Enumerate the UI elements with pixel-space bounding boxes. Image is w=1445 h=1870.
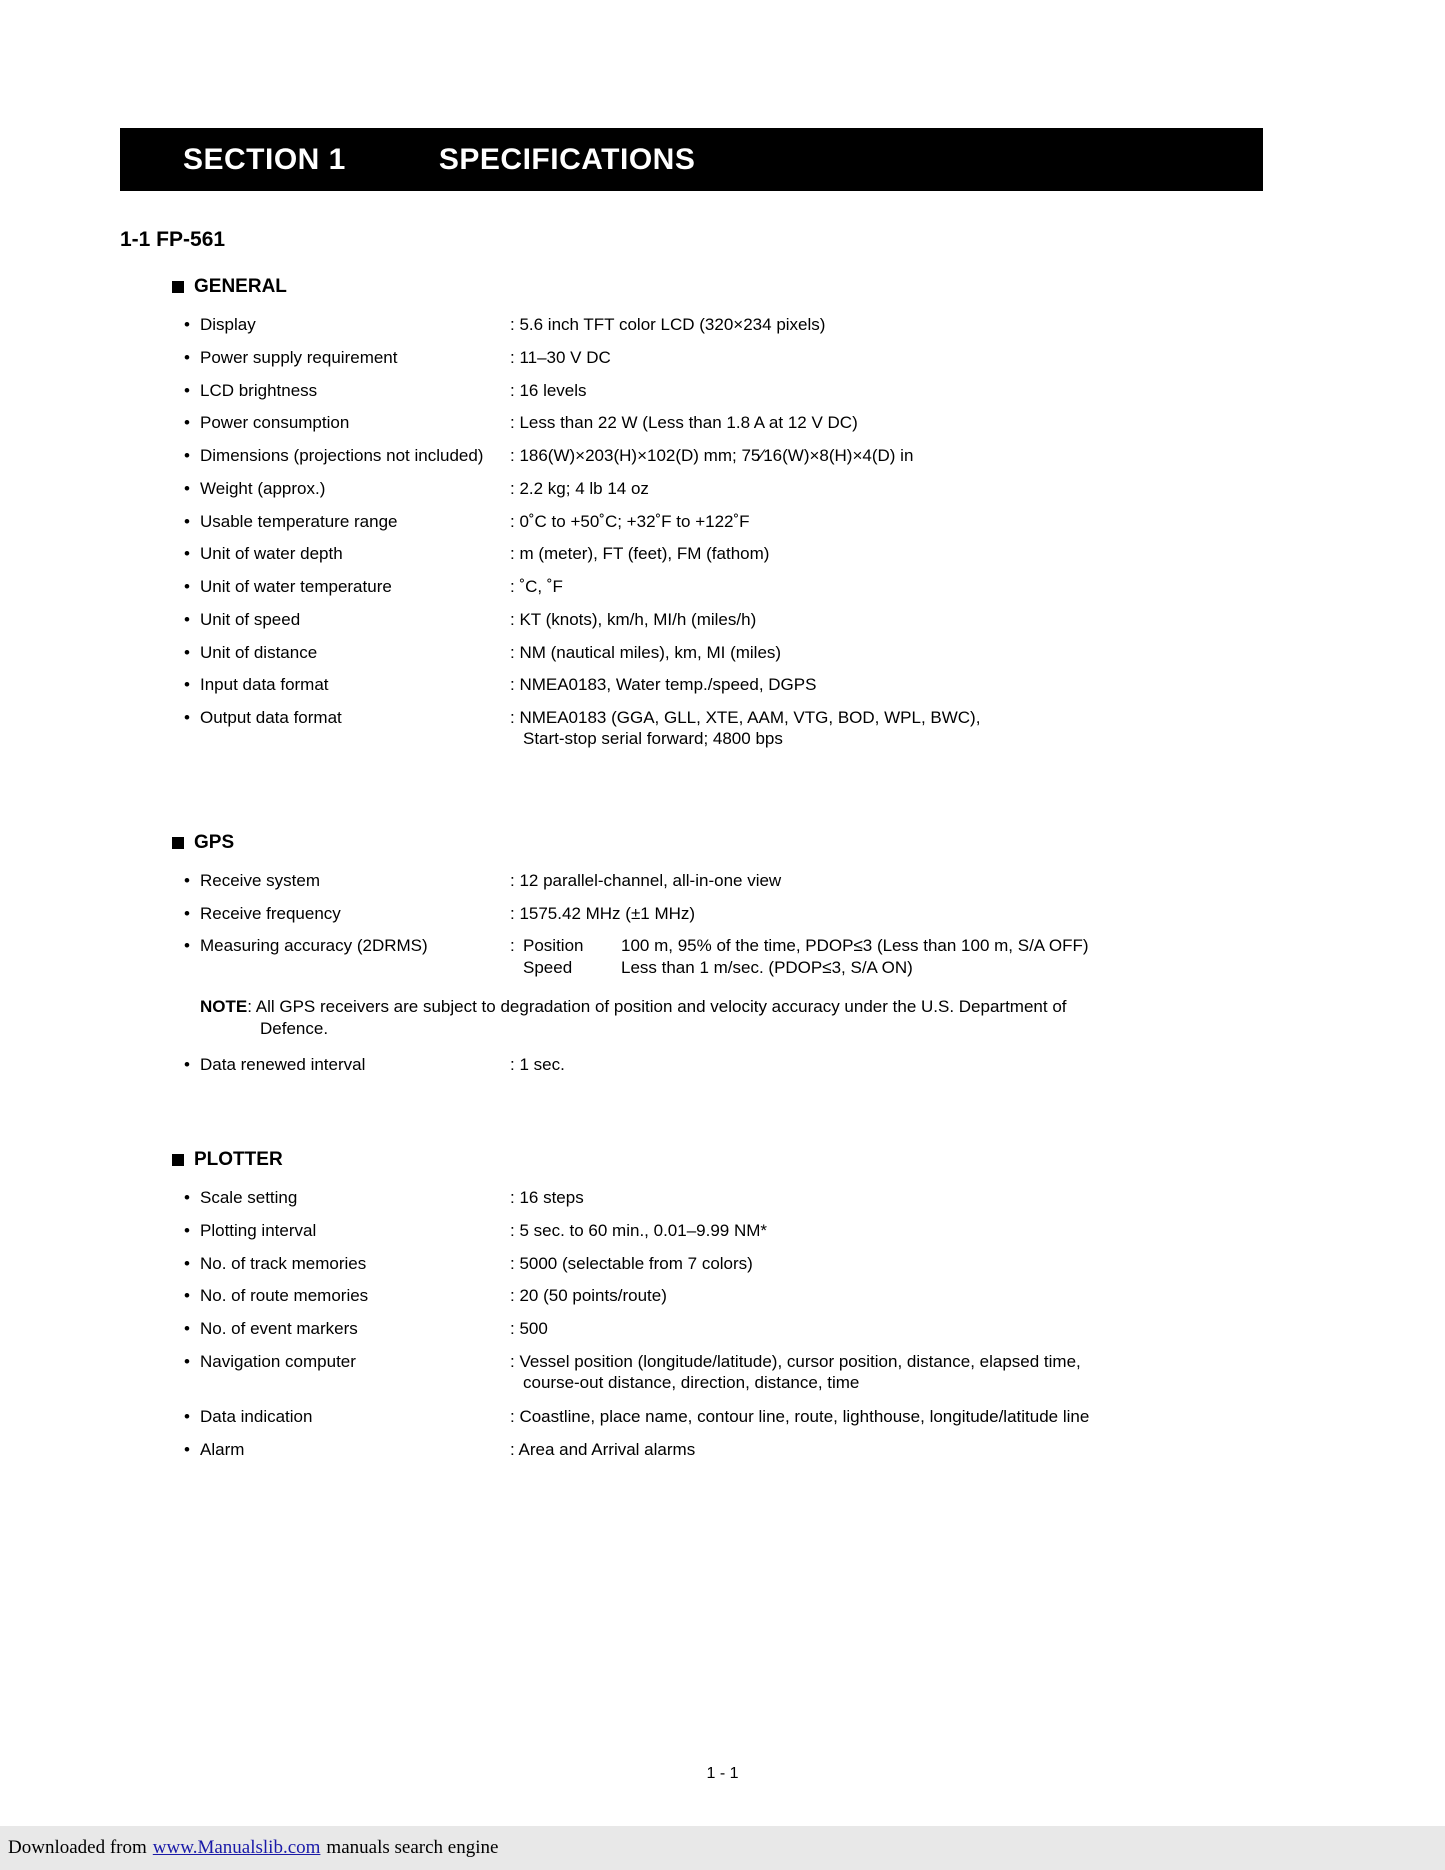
accuracy-key: Position: [523, 936, 584, 956]
spec-row: [172, 347, 1310, 368]
spec-group-gps: [172, 832, 1310, 1076]
spec-label: • Plotting interval: [172, 1220, 510, 1241]
spacer: [120, 1087, 1310, 1149]
spec-value: : 186(W)×203(H)×102(D) mm; 75⁄16(W)×8(H)×4(D) in: [510, 446, 914, 465]
spec-row: [172, 445, 1310, 466]
spec-label: • Receive system: [172, 870, 510, 891]
spec-label: • Receive frequency: [172, 903, 510, 924]
accuracy-key: Speed: [523, 958, 573, 978]
spec-value: : NM (nautical miles), km, MI (miles): [510, 642, 782, 662]
spec-value-block: [510, 1351, 1081, 1394]
spec-value: : Area and Arrival alarms: [510, 1439, 696, 1459]
spec-row-measuring-accuracy: [172, 935, 1310, 979]
spec-row: [172, 1220, 1310, 1241]
spec-row: [172, 1439, 1310, 1460]
spec-label: • Power consumption: [172, 412, 510, 433]
spec-label: • Output data format: [172, 707, 510, 728]
section-header-bar: [120, 128, 1263, 191]
spec-label: • Unit of speed: [172, 609, 510, 630]
spec-label: • Unit of water depth: [172, 543, 510, 564]
spec-group-plotter: [172, 1149, 1310, 1460]
spec-label: • Alarm: [172, 1439, 510, 1460]
colon: :: [510, 936, 515, 956]
spec-value: : m (meter), FT (feet), FM (fathom): [510, 544, 770, 564]
spec-row: [172, 642, 1310, 663]
gps-note: [172, 996, 1310, 1041]
spec-value: : 12 parallel-channel, all-in-one view: [510, 870, 782, 890]
spec-value: : 1575.42 MHz (±1 MHz): [510, 903, 696, 923]
square-bullet-icon: [172, 281, 184, 293]
spec-row: [172, 1351, 1310, 1394]
spec-label: • Navigation computer: [172, 1351, 510, 1372]
group-heading-gps: [172, 832, 1310, 854]
group-heading-label: GENERAL: [194, 276, 287, 297]
note-text-continuation: Defence.: [260, 1018, 329, 1038]
group-heading-general: [172, 276, 1310, 298]
spec-row: [172, 576, 1310, 597]
document-content: [120, 228, 1310, 1471]
spec-value: : 16 levels: [510, 380, 587, 400]
spec-label: • No. of event markers: [172, 1318, 510, 1339]
spec-label: • Power supply requirement: [172, 347, 510, 368]
spec-row: [172, 870, 1310, 891]
spacer: [120, 762, 1310, 832]
spec-value-continuation: course-out distance, direction, distance, time: [523, 1373, 860, 1393]
spec-value: : KT (knots), km/h, MI/h (miles/h): [510, 609, 757, 629]
model-heading: 1-1 FP-561: [120, 228, 226, 251]
spec-value: : ˚C, ˚F: [510, 577, 563, 596]
spec-row: [172, 1285, 1310, 1306]
spec-value: : 5000 (selectable from 7 colors): [510, 1253, 753, 1273]
square-bullet-icon: [172, 837, 184, 849]
spec-label: • Data renewed interval: [172, 1054, 510, 1075]
spec-value: : 5.6 inch TFT color LCD (320×234 pixels): [510, 315, 826, 334]
spec-row: [172, 1187, 1310, 1208]
spec-row: [172, 543, 1310, 564]
accuracy-line-position: [510, 935, 1089, 957]
section-label: SECTION 1: [183, 142, 346, 176]
group-heading-label: PLOTTER: [194, 1149, 283, 1171]
group-heading-plotter: [172, 1149, 1310, 1171]
spec-row: [172, 707, 1310, 750]
accuracy-value: Less than 1 m/sec. (PDOP≤3, S/A ON): [621, 958, 913, 978]
group-heading-label: GPS: [194, 831, 235, 853]
spec-row: [172, 903, 1310, 924]
spec-value: : 1 sec.: [510, 1055, 565, 1075]
accuracy-value: 100 m, 95% of the time, PDOP≤3 (Less than 100 m, S/A OFF): [621, 936, 1089, 956]
indent-spacer: [510, 957, 523, 979]
spec-label: • Unit of distance: [172, 642, 510, 663]
spec-row: [172, 511, 1310, 532]
spec-label: • Dimensions (projections not included): [172, 445, 510, 466]
spec-row: [172, 1406, 1310, 1427]
spec-value: : 5 sec. to 60 min., 0.01–9.99 NM*: [510, 1220, 768, 1240]
spec-value: : NMEA0183, Water temp./speed, DGPS: [510, 675, 817, 695]
spec-value: : Vessel position (longitude/latitude), cursor position, distance, elapsed time,: [510, 1351, 1081, 1371]
accuracy-line-speed: [510, 957, 1089, 979]
spec-row: [172, 478, 1310, 499]
spec-value-block: [510, 935, 1089, 979]
spec-value: : 16 steps: [510, 1188, 584, 1208]
spec-value: : NMEA0183 (GGA, GLL, XTE, AAM, VTG, BOD, WPL, BWC),: [510, 708, 981, 727]
spec-label: • Measuring accuracy (2DRMS): [172, 935, 510, 956]
spec-label: • Input data format: [172, 674, 510, 695]
spec-row: [172, 412, 1310, 433]
note-text: : All GPS receivers are subject to degradation of position and velocity accuracy under the U.S. Department of: [247, 996, 1067, 1016]
spec-value: : 11–30 V DC: [510, 347, 611, 367]
spec-row: [172, 1054, 1310, 1075]
spec-label: • Weight (approx.): [172, 478, 510, 499]
download-suffix: manuals search engine: [326, 1837, 499, 1858]
page-number: 1 - 1: [706, 1765, 739, 1782]
spec-value-continuation: Start-stop serial forward; 4800 bps: [523, 729, 783, 749]
spec-row: [172, 314, 1310, 335]
download-text: Downloaded from: [8, 1837, 147, 1858]
square-bullet-icon: [172, 1154, 184, 1166]
spec-value: : 2.2 kg; 4 lb 14 oz: [510, 478, 649, 498]
spec-row: [172, 1253, 1310, 1274]
spec-label: • Data indication: [172, 1406, 510, 1427]
spec-value-block: [510, 707, 980, 750]
spec-row: [172, 674, 1310, 695]
spec-row: [172, 380, 1310, 401]
spec-value: : 500: [510, 1319, 548, 1339]
spec-label: • LCD brightness: [172, 380, 510, 401]
manualslib-link[interactable]: www.Manualslib.com: [152, 1837, 321, 1858]
spec-label: • Display: [172, 314, 510, 335]
spec-label: • Scale setting: [172, 1187, 510, 1208]
note-label: NOTE: [200, 996, 248, 1016]
spec-value: : Coastline, place name, contour line, route, lighthouse, longitude/latitude line: [510, 1406, 1090, 1426]
spec-row: [172, 609, 1310, 630]
section-title: SPECIFICATIONS: [438, 142, 696, 176]
spec-label: • Usable temperature range: [172, 511, 510, 532]
spec-value: : 20 (50 points/route): [510, 1286, 667, 1306]
spec-label: • No. of track memories: [172, 1253, 510, 1274]
spec-value: : 0˚C to +50˚C; +32˚F to +122˚F: [510, 511, 750, 531]
spec-label: • No. of route memories: [172, 1285, 510, 1306]
spec-row: [172, 1318, 1310, 1339]
download-banner: [0, 1826, 1445, 1870]
spec-label: • Unit of water temperature: [172, 576, 510, 597]
spec-group-general: [172, 276, 1310, 750]
spec-value: : Less than 22 W (Less than 1.8 A at 12 V DC): [510, 413, 858, 433]
